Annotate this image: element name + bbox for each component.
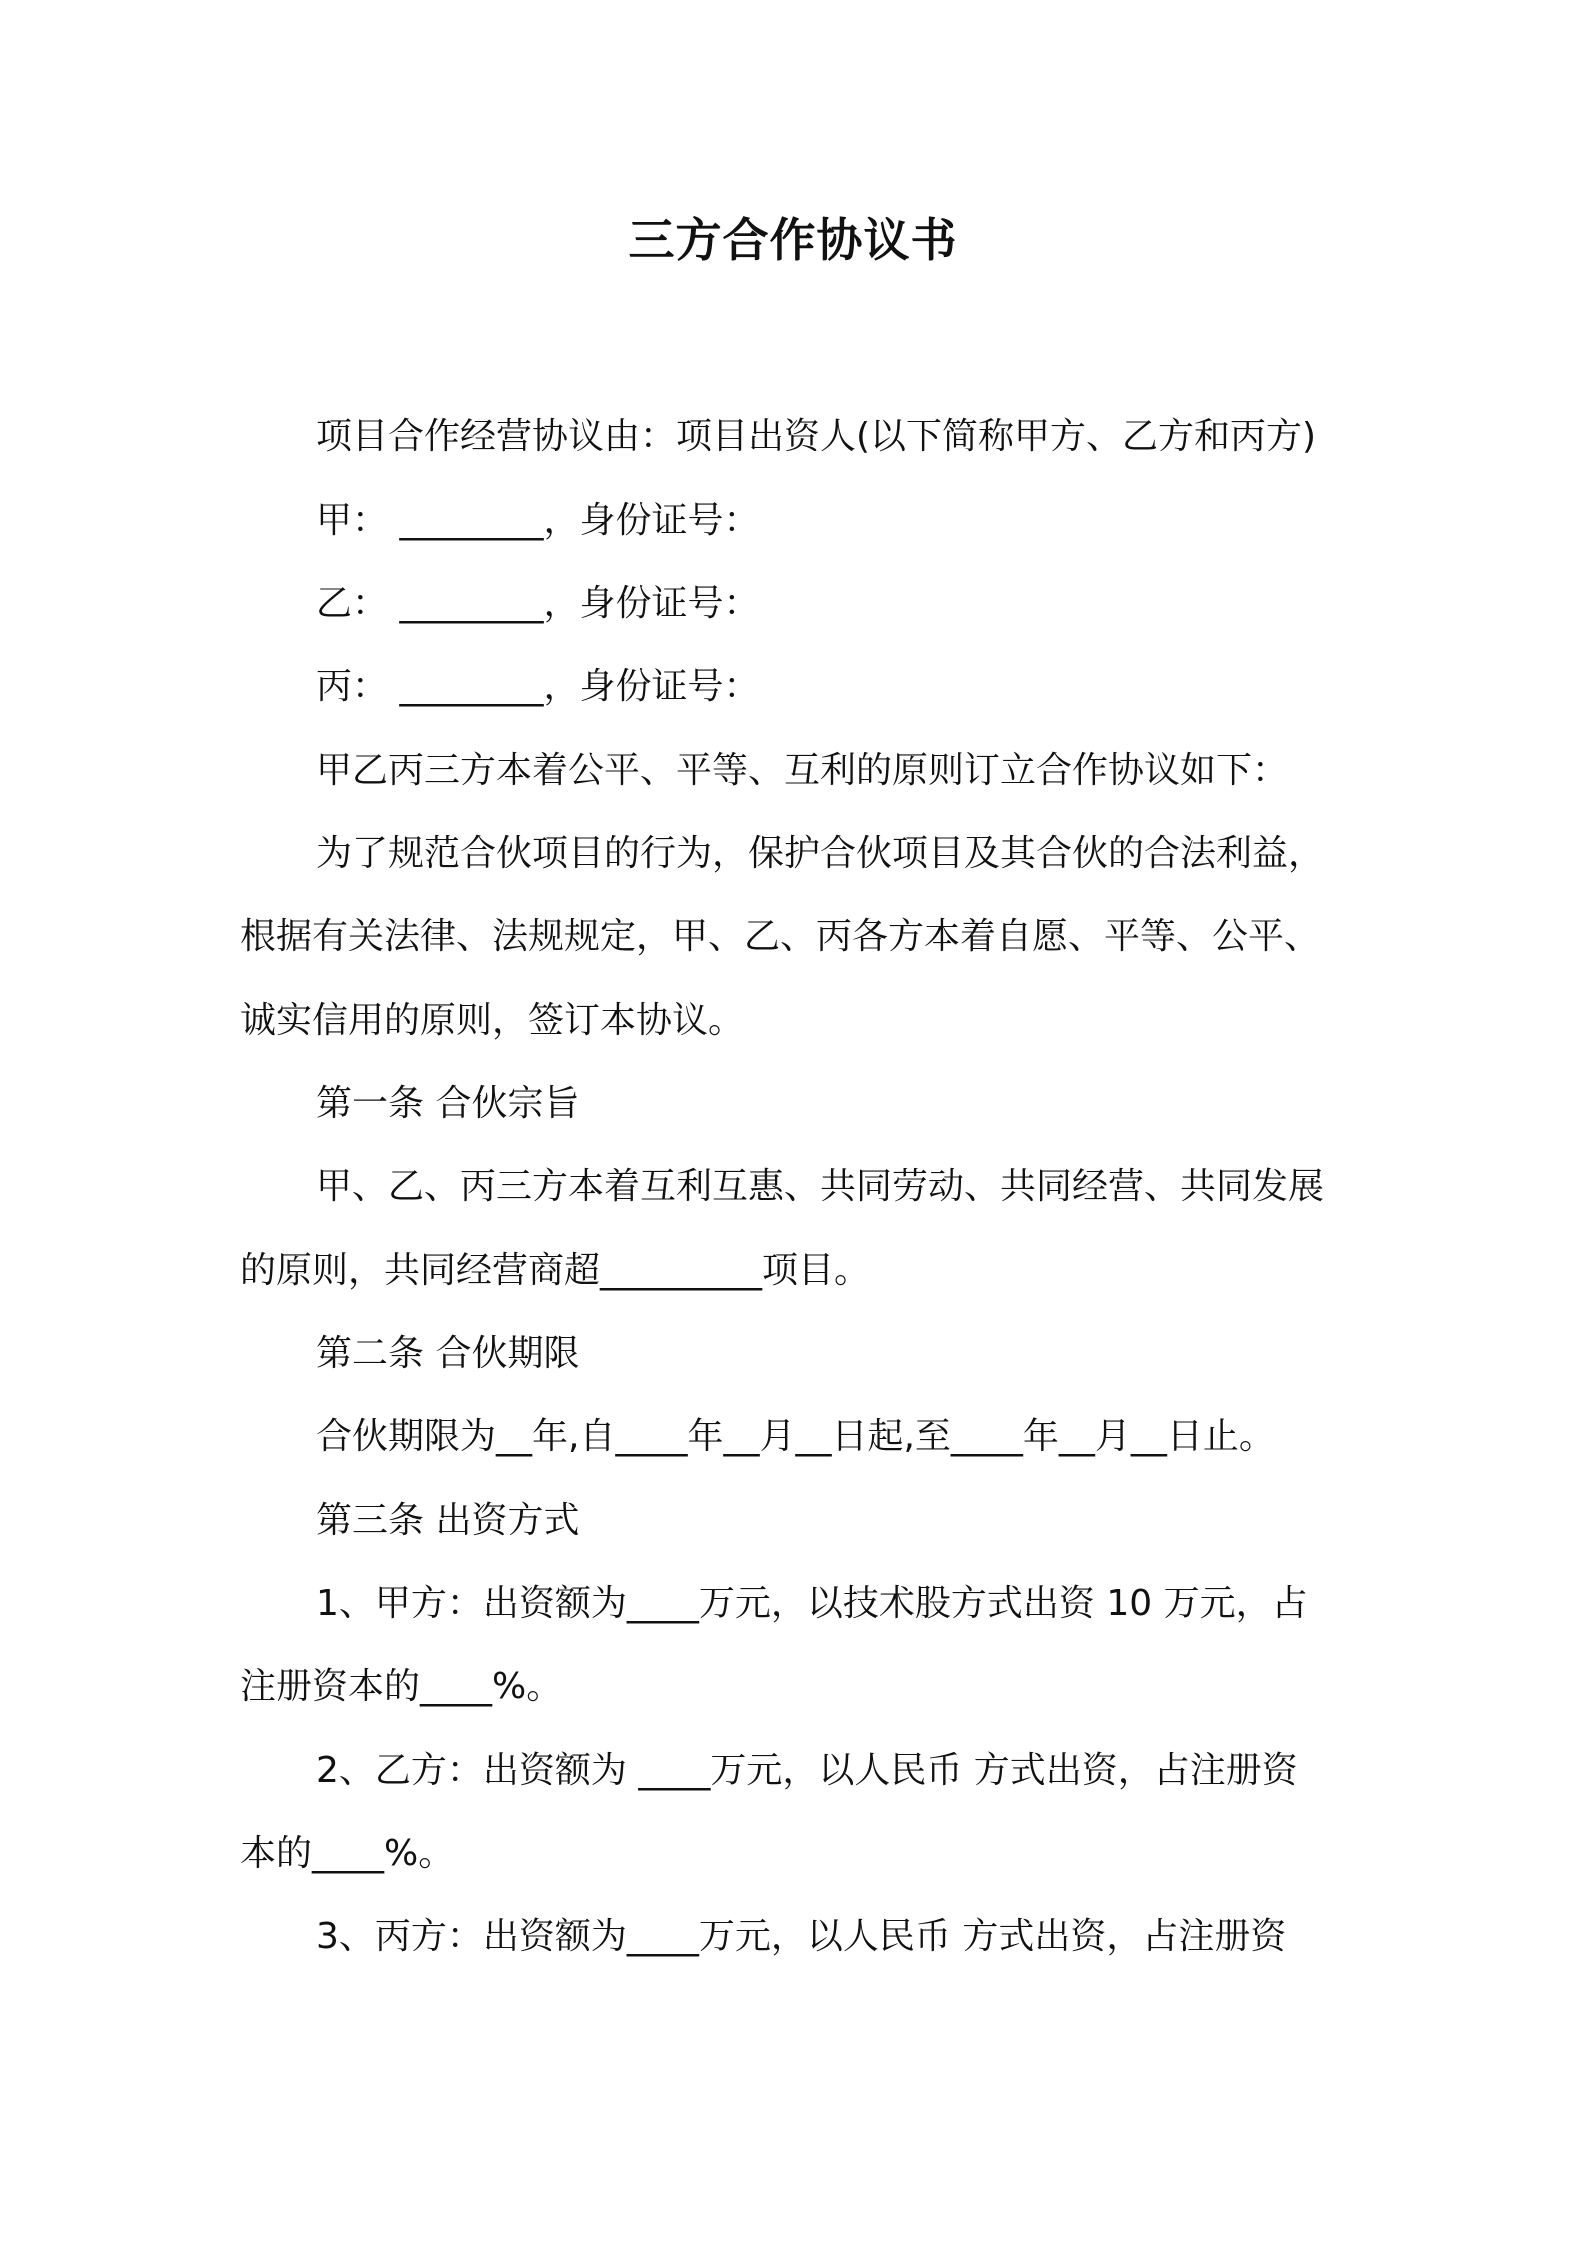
party-b-line: 乙： ________，身份证号：	[316, 583, 760, 624]
article-2-text: 合伙期限为__年,自____年__月__日起,至____年__月__日止。	[316, 1416, 1275, 1457]
agreement-intro-line: 甲乙丙三方本着公平、平等、互利的原则订立合作协议如下：	[316, 750, 1289, 791]
article-3-heading: 第三条 出资方式	[316, 1500, 580, 1541]
party-c-line: 丙： ________，身份证号：	[316, 666, 760, 707]
party-a-contribution-line-2: 注册资本的____%。	[240, 1666, 563, 1707]
article-1-text-line-2: 的原则，共同经营商超_________项目。	[240, 1250, 871, 1291]
party-a-contribution-line-1: 1、甲方：出资额为____万元，以技术股方式出资 10 万元，占	[316, 1583, 1308, 1624]
document-title: 三方合作协议书	[628, 213, 958, 267]
party-b-contribution-line-1: 2、乙方：出资额为 ____万元，以人民币 方式出资，占注册资	[316, 1750, 1298, 1791]
article-2-heading: 第二条 合伙期限	[316, 1333, 580, 1374]
purpose-paragraph-line-2: 根据有关法律、法规规定，甲、乙、丙各方本着自愿、平等、公平、	[240, 916, 1321, 957]
party-b-contribution-line-2: 本的____%。	[240, 1833, 455, 1874]
article-1-text-line-1: 甲、乙、丙三方本着互利互惠、共同劳动、共同经营、共同发展	[316, 1166, 1325, 1207]
party-a-line: 甲： ________，身份证号：	[316, 500, 760, 541]
purpose-paragraph-line-3: 诚实信用的原则，签订本协议。	[240, 1000, 745, 1041]
article-1-heading: 第一条 合伙宗旨	[316, 1083, 580, 1124]
party-c-contribution-line-1: 3、丙方：出资额为____万元，以人民币 方式出资，占注册资	[316, 1916, 1287, 1957]
intro-line: 项目合作经营协议由：项目出资人(以下简称甲方、乙方和丙方)	[316, 416, 1317, 457]
purpose-paragraph-line-1: 为了规范合伙项目的行为，保护合伙项目及其合伙的合法利益，	[316, 833, 1325, 874]
